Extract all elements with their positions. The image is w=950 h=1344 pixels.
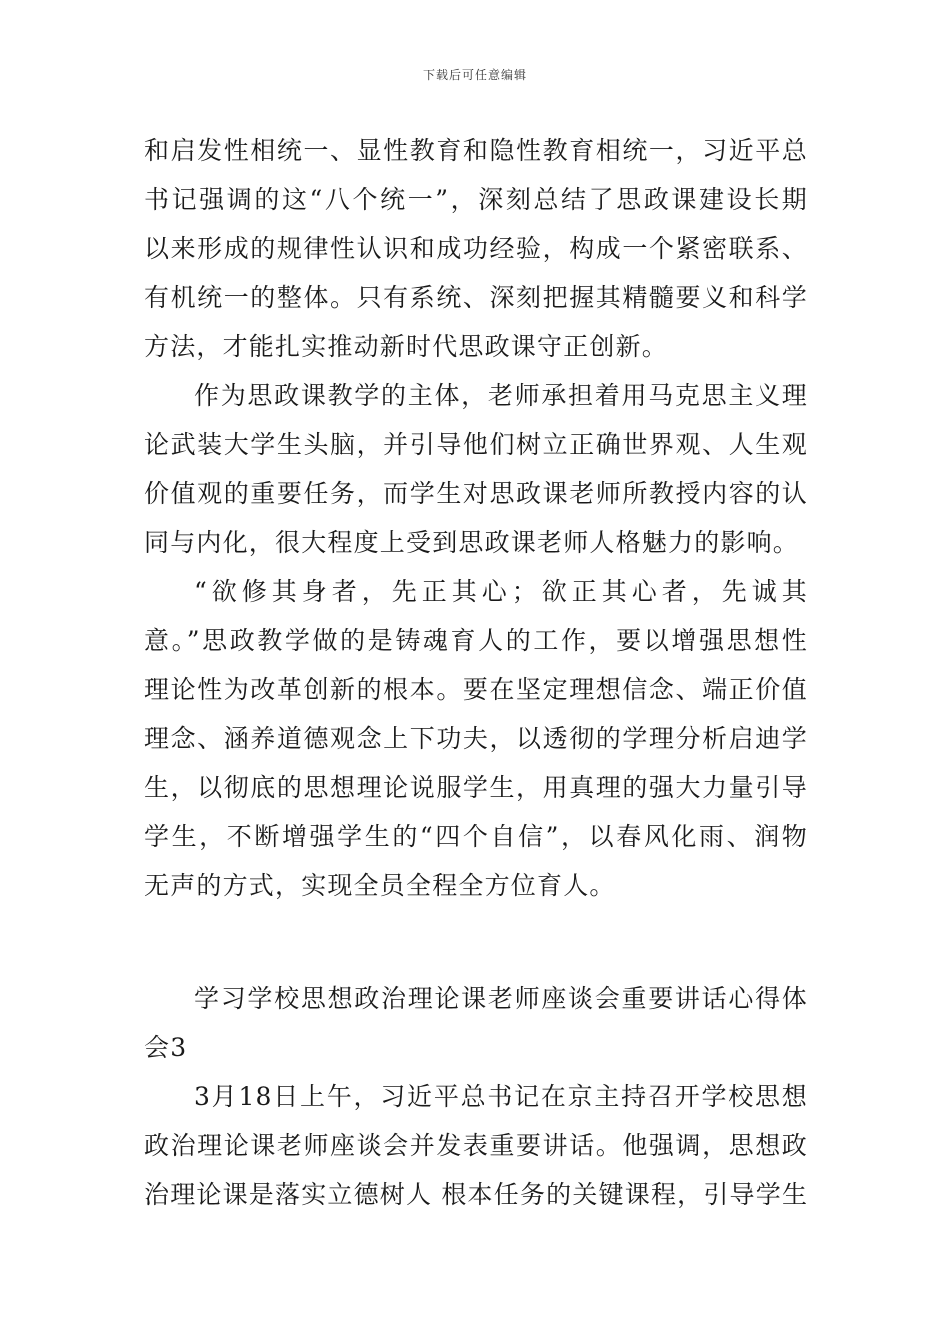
text-line: 理念、涵养道德观念上下功夫，以透彻的学理分析启迪学 [144, 724, 808, 753]
text-line: 理论性为改革创新的根本。要在坚定理想信念、端正价值 [144, 675, 808, 704]
section-title-line: 会3 [144, 1033, 188, 1062]
text-line: 同与内化，很大程度上受到思政课老师人格魅力的影响。 [144, 528, 800, 557]
paragraph-first-line: 作为思政课教学的主体，老师承担着用马克思主义理 [194, 381, 808, 410]
text-line: 治理论课是落实立德树人 根本任务的关键课程，引导学生 [144, 1180, 808, 1209]
text-line: 论武装大学生头脑，并引导他们树立正确世界观、人生观 [144, 430, 808, 459]
text-line: 以来形成的规律性认识和成功经验，构成一个紧密联系、 [144, 234, 808, 263]
text-line: 价值观的重要任务，而学生对思政课老师所教授内容的认 [144, 479, 808, 508]
paragraph-first-line: “欲修其身者，先正其心；欲正其心者，先诚其 [194, 577, 808, 606]
text-line: 学生，不断增强学生的“四个自信”，以春风化雨、润物 [144, 822, 808, 851]
text-line: 政治理论课老师座谈会并发表重要讲话。他强调，思想政 [144, 1131, 808, 1160]
section-title-line: 学习学校思想政治理论课老师座谈会重要讲话心得体 [194, 984, 808, 1013]
text-line: 无声的方式，实现全员全程全方位育人。 [144, 871, 616, 900]
text-line: 生，以彻底的思想理论说服学生，用真理的强大力量引导 [144, 773, 808, 802]
text-line: 和启发性相统一、显性教育和隐性教育相统一，习近平总 [144, 136, 808, 165]
page-header: 下载后可任意编辑 [422, 68, 527, 82]
text-line: 意。”思政教学做的是铸魂育人的工作，要以增强思想性 [144, 626, 808, 655]
text-line: 有机统一的整体。只有系统、深刻把握其精髓要义和科学 [144, 283, 808, 312]
text-line: 方法，才能扎实推动新时代思政课守正创新。 [144, 332, 669, 361]
paragraph-first-line: 3月18日上午，习近平总书记在京主持召开学校思想 [194, 1082, 808, 1111]
body-text-block-1 [144, 126, 808, 910]
body-text-block-2 [144, 974, 808, 1219]
text-line: 书记强调的这“八个统一”，深刻总结了思政课建设长期 [144, 185, 808, 214]
